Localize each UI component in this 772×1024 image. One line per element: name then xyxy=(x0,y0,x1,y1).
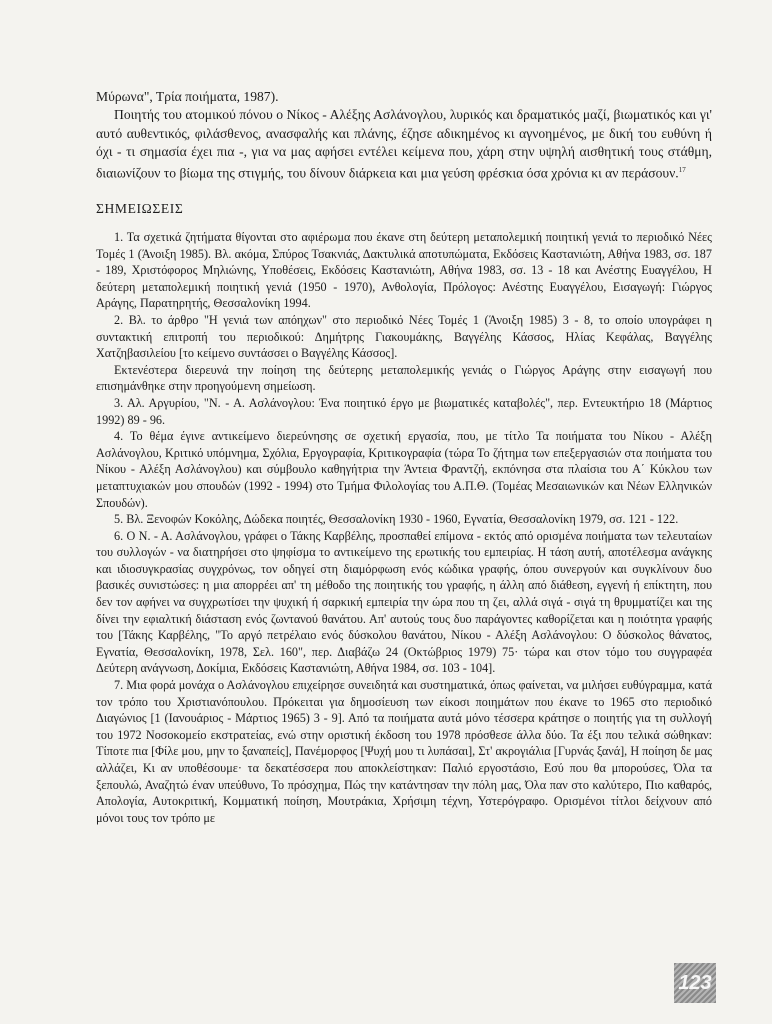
body-first-line: Μύρωνα", Τρία ποιήματα, 1987). xyxy=(96,89,279,104)
note-2-continued: Εκτενέστερα διερευνά την ποίηση της δεύτερης μεταπολεμικής γενιάς ο Γιώργος Αράγης στην εισαγωγή που επισημάνθηκε στην προηγούμενη σημείωση. xyxy=(96,362,712,394)
note-1: 1. Τα σχετικά ζητήματα θίγονται στο αφιέρωμα που έκανε στη δεύτερη μεταπολεμική ποιητική γενιά το περιοδικό Νέες Τομές 1 (Άνοιξη 1985). Βλ. ακόμα, Σπύρος Τσακνιάς, Δακτυλικά αποτυπώματα, Εκδόσεις Καστανιώτη, Αθήνα 1983, σσ. 187 - 189, Χριστόφορος Μηλιώνης, Υποθέσεις, Εκδόσεις Καστανιώτη, Αθήνα 1983, σσ. 13 - 18 και Ανέστης Ευαγγέλου, Η δεύτερη μεταπολεμική ποιητική γενιά (1950 - 1970), Ανθολογία, Πρόλογος: Ανέστης Ευαγγέλου, Εισαγωγή: Γιώργος Αράγης, Παρατηρητής, Θεσσαλονίκη 1994. xyxy=(96,230,712,311)
notes-heading: ΣΗΜΕΙΩΣΕΙΣ xyxy=(96,201,184,217)
document-page xyxy=(96,88,712,826)
note-6: 6. Ο Ν. - Α. Ασλάνογλου, γράφει ο Τάκης Καρβέλης, προσπαθεί επίμονα - εκτός από ορισμένα ποιήματα των τελευταίων του συλλογών - να διατηρήσει στο ψηφίσμα το αντικείμενο της ερωτικής του εμπειρίας. Η τάση αυτή, αποτέλεσμα ανάγκης και ιδιοσυγκρασίας συγχρόνως, τον οδηγεί στη διαμόρφωση ενός κώδικα γραφής, όπου συνεργούν και συγκλίνουν δυο βασικές συνιστώσες: η μια απορρέει απ' τη μέθοδο της ποιητικής του γραφής, η άλλη από διάθεση, εγγενή ή επίκτητη, που δεν τον αφήνει να συγχρωτίσει την ψυχική ή σαρκική εμπειρία την ώρα που τη ζει, αλλά σιγά - σιγά τη θρυμματίζει και της δίνει την εφιαλτική διάσταση ενός ζωντανού θανάτου. Απ' αυτούς τους δυο παράγοντες καθορίζεται και η ποιότητα γραφής του [Τάκης Καρβέλης, "Το αργό πετρέλαιο ενός δύσκολου θανάτου, Νίκου - Αλέξη Ασλάνογλου: Ο δύσκολος θάνατος, Εγνατία, Θεσσαλονίκη, 1978, Σελ. 160", περ. Διαβάζω 24 (Οκτώβριος 1979) 75· τώρα και στον τόμο του συγγραφέα Δεύτερη ανάγνωση, Δοκίμια, Εκδόσεις Καστανιώτη, Αθήνα 1984, σσ. 103 - 104]. xyxy=(96,528,712,676)
note-5: 5. Βλ. Ξενοφών Κοκόλης, Δώδεκα ποιητές, Θεσσαλονίκη 1930 - 1960, Εγνατία, Θεσσαλονίκη 1979, σσ. 121 - 122. xyxy=(114,512,679,527)
note-2: 2. Βλ. το άρθρο "Η γενιά των απόηχων" στο περιοδικό Νέες Τομές 1 (Άνοιξη 1985) 3 - 8, το οποίο υπογράφει η συντακτική επιτροπή του περιοδικού: Δημήτρης Γιακουμάκης, Βαγγέλης Κάσσος, Ηλίας Κεφάλας, Βαγγέλης Χατζηβασιλείου [το κείμενο συντάσσει ο Βαγγέλης Κάσσος]. xyxy=(96,312,712,361)
note-4: 4. Το θέμα έγινε αντικείμενο διερεύνησης σε σχετική εργασία, που, με τίτλο Τα ποιήματα του Νίκου - Αλέξη Ασλάνογλου, Κριτικό υπόμνημα, Σχόλια, Εργογραφία, Κριτικογραφία (τώρα Το ζήτημα των επεξεργασιών στα ποιήματα του Νίκου - Αλέξη Ασλάνογλου) και σύμβουλο καθηγήτρια την Άντεια Φραντζή, εκπόνησα στα πλαίσια του Α΄ Κύκλου των μεταπτυχιακών μου σπουδών (1992 - 1994) στο Τμήμα Φιλολογίας του Α.Π.Θ. (Τομέας Μεσαιωνικών και Νέων Ελληνικών Σπουδών). xyxy=(96,429,712,510)
body-paragraph: Ποιητής του ατομικού πόνου ο Νίκος - Αλέξης Ασλάνογλου, λυρικός και δραματικός μαζί, βιωματικός και γι' αυτό αυθεντικός, φιλάσθενος, ανασφαλής και πλάνης, έζησε αδικημένος κι αγνοημένος, με δική του ευθύνη ή όχι - τι σημασία έχει πια -, για να μας αφήσει εντέλει κείμενα που, χάρη στην υψηλή αισθητική τους στάθμη, διαιωνίζουν το βίωμα της στιγμής, του δίνουν διάρκεια και μια γεύση φρέσκια όσα χρόνια κι αν περάσουν.$^{17}$ xyxy=(96,107,712,181)
note-3: 3. Αλ. Αργυρίου, "Ν. - Α. Ασλάνογλου: Ένα ποιητικό έργο με βιωματικές καταβολές", περ. Εντευκτήριο 18 (Μάρτιος 1992) 89 - 96. xyxy=(96,395,712,427)
page-number: 123 xyxy=(674,963,716,1003)
footnote-ref: 17 xyxy=(678,166,686,175)
note-7: 7. Μια φορά μονάχα ο Ασλάνογλου επιχείρησε συνειδητά και συστηματικά, όπως φαίνεται, να μιλήσει ευθύγραμμα, κατά τον τρόπο του Χριστιανόπουλου. Πρόκειται για δημοσίευση των είκοσι ποιημάτων που έκανε το 1965 στο περιοδικό Διαγώνιος [1 (Ιανουάριος - Μάρτιος 1965) 3 - 9]. Από τα ποιήματα αυτά μόνο τέσσερα κράτησε ο ποιητής για τη συλλογή του 1972 Νοσοκομείο εκστρατείας, ενώ στην οριστική έκδοση του 1978 πρόσθεσε άλλα δύο. Τα έξι που τελικά σώθηκαν: Τίποτε πια [Φίλε μου, μην το ξαναπείς], Πανέμορφος [Ψυχή μου τι λυπάσαι], Στ' ακρογιάλια [Γυρνάς ξανά], Η ποίηση δε μας αλλάζει, Κι αν υποθέσουμε· τα δεκατέσσερα που αποκλείστηκαν: Παλιό εργοστάσιο, Εσύ που θα μπορούσες, Όλα τα ξεπουλώ, Αναζητώ έναν υπεύθυνο, Το πρόσχημα, Πώς την κατάντησαν την πόλη μας, Όλα παν στο καλύτερο, Πιο καθαρός, Απολογία, Αυτοκριτική, Κομματική ποίηση, Μουτράκια, Χρήσιμη τέχνη, Υστερόγραφο. Ορισμένοι τίτλοι δείχνουν από μόνοι τους τον τρόπο με xyxy=(96,678,712,825)
